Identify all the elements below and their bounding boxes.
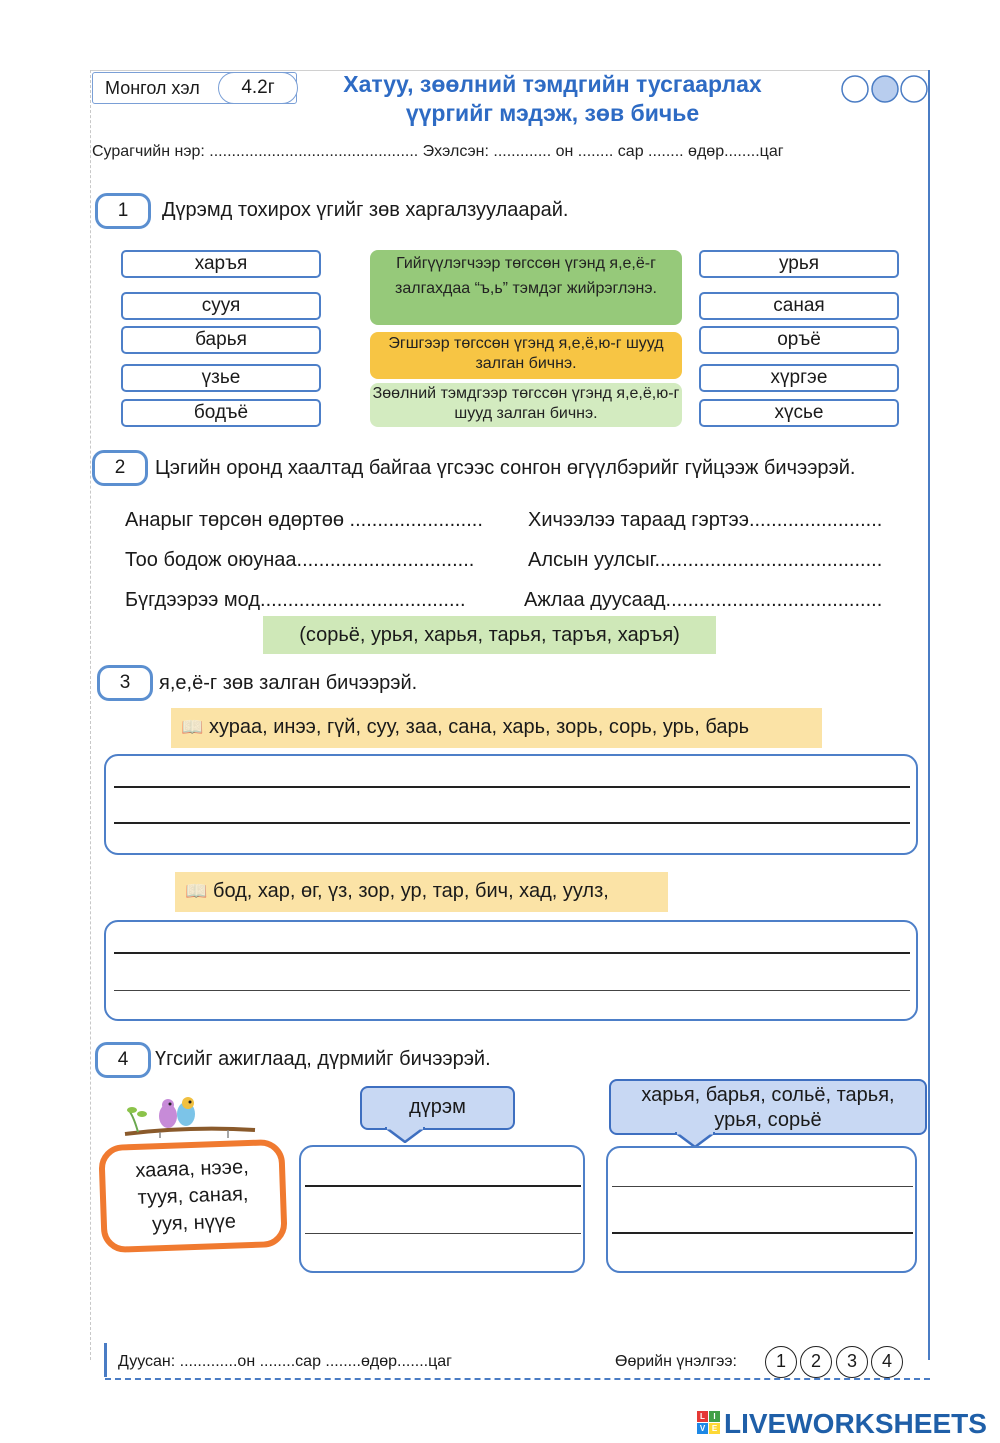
left-word-2[interactable]: сууя: [121, 292, 321, 320]
self-eval-label: Өөрийн үнэлгээ:: [615, 1353, 737, 1370]
logo-letter: L: [697, 1411, 708, 1422]
footer-accent: [104, 1343, 107, 1377]
title-line-2: үүргийг мэдэж, зөв бичье: [405, 100, 700, 126]
task-1-number: 1: [95, 193, 151, 229]
subject-label: Монгол хэл: [105, 78, 200, 98]
birds-on-branch-icon: [120, 1092, 260, 1144]
task-3-number: 3: [97, 665, 153, 701]
left-word-3[interactable]: барья: [121, 326, 321, 354]
rule-label-bubble: дүрэм: [360, 1086, 515, 1130]
left-word-5[interactable]: бодъё: [121, 399, 321, 427]
words-line-1: харья, барья, сольё, тарья,: [641, 1084, 895, 1106]
word-list-1-text: хураа, инээ, гүй, суу, заа, сана, харь, зорь, сорь, урь, барь: [208, 716, 749, 738]
right-word-3[interactable]: оръё: [699, 326, 899, 354]
answer-box-1[interactable]: [104, 754, 918, 855]
answer-line[interactable]: [114, 822, 910, 824]
word-choices: (сорьё, урья, харья, тарья, таръя, харъя): [263, 616, 716, 654]
score-2[interactable]: 2: [800, 1346, 832, 1378]
logo-letter: E: [709, 1423, 720, 1434]
answer-line[interactable]: [305, 1185, 581, 1187]
left-word-1[interactable]: харъя: [121, 250, 321, 278]
score-3[interactable]: 3: [836, 1346, 868, 1378]
word-list-1: [171, 708, 822, 748]
answer-line[interactable]: [114, 786, 910, 788]
footer-dashed-line: [105, 1378, 930, 1380]
sentence-1[interactable]: Анарыг төрсөн өдөртөө ........................: [125, 509, 483, 531]
task-1-instruction: Дүрэмд тохирох үгийг зөв харгалзуулаарай.: [162, 199, 569, 221]
words-answer-box[interactable]: [606, 1146, 917, 1273]
sentence-3[interactable]: Тоо бодож оюунаа................................: [125, 549, 475, 571]
brand-name[interactable]: LIVEWORKSHEETS: [724, 1408, 987, 1439]
task-4-instruction: Үгсийг ажиглаад, дүрмийг бичээрэй.: [155, 1048, 491, 1070]
score-1[interactable]: 1: [765, 1346, 797, 1378]
left-word-4[interactable]: үзье: [121, 364, 321, 392]
word-list-2-text: бод, хар, өг, үз, зор, ур, тар, бич, хад, уулз,: [212, 880, 609, 902]
liveworksheets-logo-icon: [697, 1411, 721, 1435]
decorative-circles-icon: [840, 74, 930, 104]
answer-box-2[interactable]: [104, 920, 918, 1021]
logo-letter: V: [697, 1423, 708, 1434]
words-bubble: [609, 1079, 927, 1135]
title-line-1: Хатуу, зөөлний тэмдгийн тусгаарлах: [343, 71, 762, 97]
task-3-instruction: я,е,ё-г зөв залган бичээрэй.: [159, 672, 418, 694]
page-title: [300, 70, 805, 128]
rule-vowel-ending[interactable]: Эгшгээр төгссөн үгэнд я,е,ё,ю-г шууд залган бичнэ.: [370, 332, 682, 379]
right-word-2[interactable]: саная: [699, 292, 899, 320]
word-list-2: [175, 872, 668, 912]
score-4[interactable]: 4: [871, 1346, 903, 1378]
words-line-2: урья, сорьё: [714, 1109, 822, 1131]
page-frame-left: [90, 70, 91, 1360]
rule-soft-sign-ending[interactable]: Зөөлний тэмдгээр төгссөн үгэнд я,е,ё,ю-г шууд залган бичнэ.: [370, 383, 682, 427]
right-word-5[interactable]: хүсье: [699, 399, 899, 427]
sentence-4[interactable]: Алсын уулсыг.........................................: [528, 549, 883, 571]
example-line-1: хааяа, нээе,: [134, 1156, 250, 1182]
rule-consonant-ending[interactable]: Гийгүүлэгчээр төгссөн үгэнд я,е,ё-г залгахдаа “ъ,ь” тэмдэг жийрэглэнэ.: [370, 250, 682, 325]
answer-line[interactable]: [114, 952, 910, 954]
sentence-5[interactable]: Бүгдээрээ мод.....................................: [125, 589, 466, 611]
answer-line[interactable]: [612, 1186, 913, 1187]
answer-line[interactable]: [305, 1233, 581, 1234]
bubble-tail-icon: [385, 1127, 425, 1143]
right-word-4[interactable]: хүргэе: [699, 364, 899, 392]
logo-letter: I: [709, 1411, 720, 1422]
book-icon: 📖: [185, 881, 208, 901]
example-line-3: ууя, нүүе: [151, 1210, 237, 1236]
right-word-1[interactable]: урья: [699, 250, 899, 278]
rule-answer-box[interactable]: [299, 1145, 585, 1273]
sentence-2[interactable]: Хичээлээ тараад гэртээ........................: [528, 509, 883, 531]
lesson-code: 4.2г: [218, 72, 298, 104]
task-2-instruction: Цэгийн оронд хаалтад байгаа үгсээс сонгон өгүүлбэрийг гүйцээж бичээрэй.: [155, 457, 856, 479]
example-line-2: тууя, саная,: [137, 1183, 249, 1209]
finished-line: Дуусан: .............он ........сар ........өдөр.......цаг: [118, 1353, 453, 1370]
answer-line[interactable]: [114, 990, 910, 991]
task-2-number: 2: [92, 450, 148, 486]
answer-line[interactable]: [612, 1232, 913, 1234]
book-icon: 📖: [181, 717, 204, 737]
sentence-6[interactable]: Ажлаа дуусаад.......................................: [524, 589, 883, 611]
task-4-number: 4: [95, 1042, 151, 1078]
example-words-box: [98, 1139, 288, 1253]
student-info-line: Сурагчийн нэр: ............................................... Эхэлсэн: ............. он ........ сар ........ өдөр........цаг: [92, 143, 784, 160]
page-frame-right: [928, 70, 930, 1360]
